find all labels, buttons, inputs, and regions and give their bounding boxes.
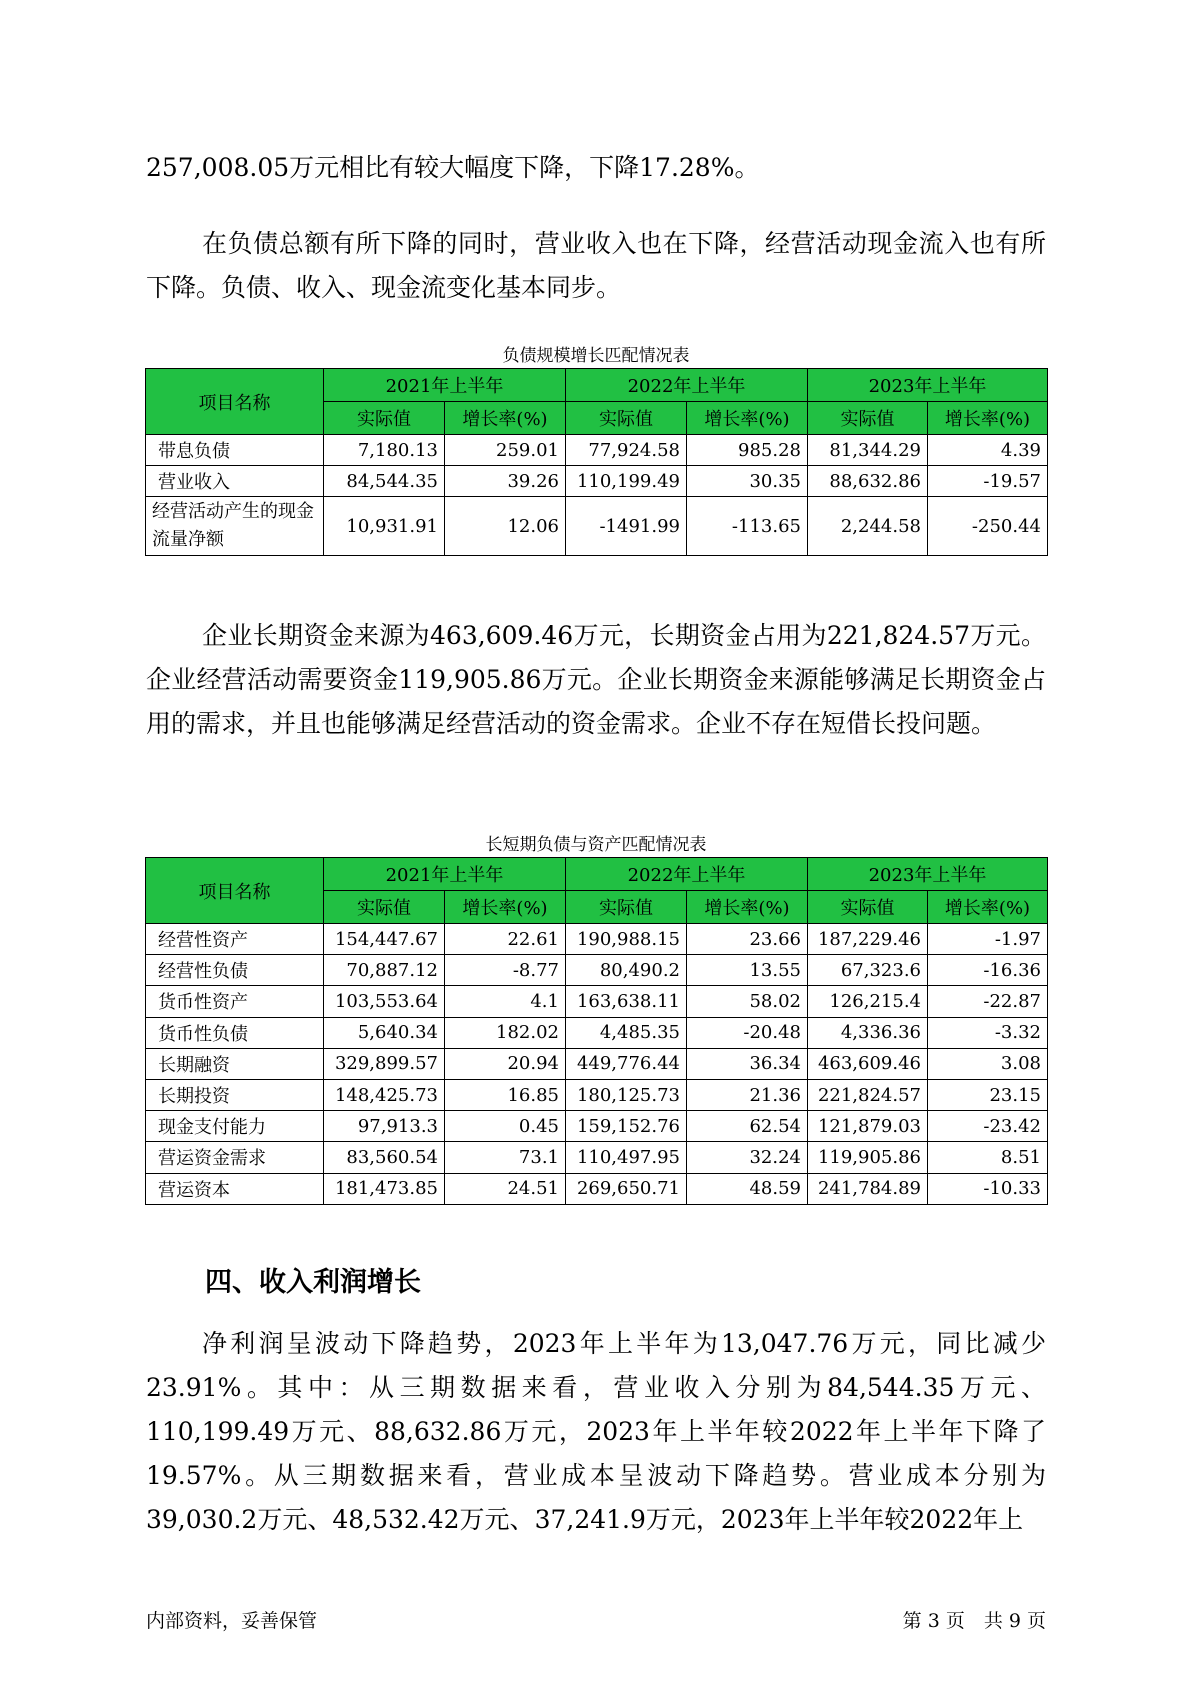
cell-growth-rate: 22.61 [445,924,566,955]
table-row [146,1048,1048,1079]
table-caption: 长短期负债与资产匹配情况表 [485,835,707,855]
header-actual: 实际值 [566,891,687,924]
cell-actual-value: 163,638.11 [566,986,687,1017]
table-caption: 负债规模增长匹配情况表 [502,346,690,366]
cell-growth-rate: -10.33 [928,1173,1048,1204]
header-growth: 增长率(%) [687,891,808,924]
cell-actual-value: 181,473.85 [324,1173,445,1204]
row-item-name: 货币性资产 [146,986,324,1017]
cell-actual-value: 221,824.57 [808,1079,928,1110]
cell-actual-value: 4,336.36 [808,1017,928,1048]
cell-growth-rate: 24.51 [445,1173,566,1204]
table-row [146,955,1048,986]
cell-growth-rate: -16.36 [928,955,1048,986]
cell-actual-value: 154,447.67 [324,924,445,955]
cell-growth-rate: 48.59 [687,1173,808,1204]
cell-actual-value: 88,632.86 [808,466,928,497]
paragraph-text: 在负债总额有所下降的同时，营业收入也在下降，经营活动现金流入也有所下降。负债、收入、现金流变化基本同步。 [146,229,1046,302]
paragraph-long-term-funds [146,614,1046,746]
cell-growth-rate: 3.08 [928,1048,1048,1079]
cell-growth-rate: 0.45 [445,1111,566,1142]
cell-actual-value: 187,229.46 [808,924,928,955]
row-item-name: 经营性负债 [146,955,324,986]
cell-growth-rate: -20.48 [687,1017,808,1048]
cell-actual-value: 10,931.91 [324,497,445,556]
table-row [146,466,1048,497]
header-year: 2021年上半年 [324,858,566,891]
table-row [146,1111,1048,1142]
cell-growth-rate: 62.54 [687,1111,808,1142]
paragraph-text: 净利润呈波动下降趋势，2023年上半年为13,047.76万元，同比减少23.91%。其中：从三期数据来看，营业收入分别为84,544.35万元、110,199.49万元、88,632.86万元，2023年上半年较2022年上半年下降了19.57%。从三期数据来看，营业成本呈波动下降趋势。营业成本分别为39,030.2万元、48,532.42万元、37,241.9万元，2023年上半年较2022年上 [146,1329,1046,1534]
cell-growth-rate: -113.65 [687,497,808,556]
footer-confidential: 内部资料，妥善保管 [146,1610,318,1632]
table-row [146,1142,1048,1173]
cell-growth-rate: -250.44 [928,497,1048,556]
cell-actual-value: 4,485.35 [566,1017,687,1048]
table-row [146,1017,1048,1048]
header-year: 2022年上半年 [566,858,808,891]
cell-actual-value: 103,553.64 [324,986,445,1017]
cell-actual-value: 180,125.73 [566,1079,687,1110]
cell-growth-rate: 4.39 [928,435,1048,466]
header-item-name: 项目名称 [146,858,324,924]
cell-actual-value: 148,425.73 [324,1079,445,1110]
cell-growth-rate: 32.24 [687,1142,808,1173]
row-item-name: 营业收入 [146,466,324,497]
header-item-name: 项目名称 [146,369,324,435]
cell-growth-rate: 182.02 [445,1017,566,1048]
cell-actual-value: 119,905.86 [808,1142,928,1173]
header-actual: 实际值 [324,891,445,924]
cell-growth-rate: 259.01 [445,435,566,466]
row-item-name: 营运资金需求 [146,1142,324,1173]
paragraph-revenue-profit [146,1322,1046,1542]
paragraph-text: 257,008.05万元相比有较大幅度下降，下降17.28%。 [146,153,760,182]
cell-actual-value: 84,544.35 [324,466,445,497]
cell-growth-rate: -22.87 [928,986,1048,1017]
cell-actual-value: 126,215.4 [808,986,928,1017]
header-growth: 增长率(%) [445,402,566,435]
cell-actual-value: 77,924.58 [566,435,687,466]
table-row [146,1173,1048,1204]
cell-growth-rate: 58.02 [687,986,808,1017]
header-growth: 增长率(%) [928,891,1048,924]
header-growth: 增长率(%) [928,402,1048,435]
header-year: 2023年上半年 [808,858,1048,891]
cell-actual-value: 190,988.15 [566,924,687,955]
cell-growth-rate: 39.26 [445,466,566,497]
cell-growth-rate: -3.32 [928,1017,1048,1048]
cell-actual-value: 2,244.58 [808,497,928,556]
header-year: 2022年上半年 [566,369,808,402]
liability-growth-table [145,368,1048,556]
table-row [146,435,1048,466]
cell-growth-rate: 16.85 [445,1079,566,1110]
footer-page-number: 第 3 页 共 9 页 [902,1610,1046,1632]
cell-actual-value: 110,497.95 [566,1142,687,1173]
cell-actual-value: 80,490.2 [566,955,687,986]
cell-growth-rate: 23.15 [928,1079,1048,1110]
row-item-name: 现金支付能力 [146,1111,324,1142]
header-actual: 实际值 [566,402,687,435]
cell-growth-rate: -23.42 [928,1111,1048,1142]
header-actual: 实际值 [808,891,928,924]
section-heading: 四、收入利润增长 [205,1267,421,1298]
paragraph-liability-summary [146,222,1046,310]
header-growth: 增长率(%) [445,891,566,924]
cell-actual-value: 110,199.49 [566,466,687,497]
cell-growth-rate: 36.34 [687,1048,808,1079]
table-row [146,986,1048,1017]
cell-actual-value: 241,784.89 [808,1173,928,1204]
cell-growth-rate: 21.36 [687,1079,808,1110]
cell-actual-value: 97,913.3 [324,1111,445,1142]
cell-actual-value: 269,650.71 [566,1173,687,1204]
cell-growth-rate: 12.06 [445,497,566,556]
paragraph-text: 企业长期资金来源为463,609.46万元，长期资金占用为221,824.57万元。企业经营活动需要资金119,905.86万元。企业长期资金来源能够满足长期资金占用的需求，并且也能够满足经营活动的资金需求。企业不存在短借长投问题。 [146,621,1047,738]
header-year: 2023年上半年 [808,369,1048,402]
header-actual: 实际值 [324,402,445,435]
table-row [146,1079,1048,1110]
row-item-name: 长期投资 [146,1079,324,1110]
cell-growth-rate: -8.77 [445,955,566,986]
cell-actual-value: 67,323.6 [808,955,928,986]
paragraph-continuation [146,146,1046,190]
header-growth: 增长率(%) [687,402,808,435]
cell-actual-value: 449,776.44 [566,1048,687,1079]
row-item-name: 经营活动产生的现金流量净额 [146,497,324,556]
row-item-name: 货币性负债 [146,1017,324,1048]
cell-growth-rate: -1.97 [928,924,1048,955]
table-row [146,924,1048,955]
cell-growth-rate: 4.1 [445,986,566,1017]
cell-actual-value: -1491.99 [566,497,687,556]
table-row [146,497,1048,556]
cell-actual-value: 7,180.13 [324,435,445,466]
cell-actual-value: 159,152.76 [566,1111,687,1142]
asset-liability-match-table [145,857,1048,1205]
header-year: 2021年上半年 [324,369,566,402]
cell-actual-value: 5,640.34 [324,1017,445,1048]
cell-actual-value: 329,899.57 [324,1048,445,1079]
row-item-name: 带息负债 [146,435,324,466]
cell-growth-rate: 8.51 [928,1142,1048,1173]
cell-growth-rate: 30.35 [687,466,808,497]
cell-growth-rate: 23.66 [687,924,808,955]
row-item-name: 经营性资产 [146,924,324,955]
header-actual: 实际值 [808,402,928,435]
cell-growth-rate: -19.57 [928,466,1048,497]
cell-actual-value: 463,609.46 [808,1048,928,1079]
cell-growth-rate: 73.1 [445,1142,566,1173]
row-item-name: 营运资本 [146,1173,324,1204]
cell-actual-value: 70,887.12 [324,955,445,986]
cell-actual-value: 81,344.29 [808,435,928,466]
row-item-name: 长期融资 [146,1048,324,1079]
cell-growth-rate: 985.28 [687,435,808,466]
cell-growth-rate: 20.94 [445,1048,566,1079]
cell-actual-value: 121,879.03 [808,1111,928,1142]
cell-growth-rate: 13.55 [687,955,808,986]
cell-actual-value: 83,560.54 [324,1142,445,1173]
